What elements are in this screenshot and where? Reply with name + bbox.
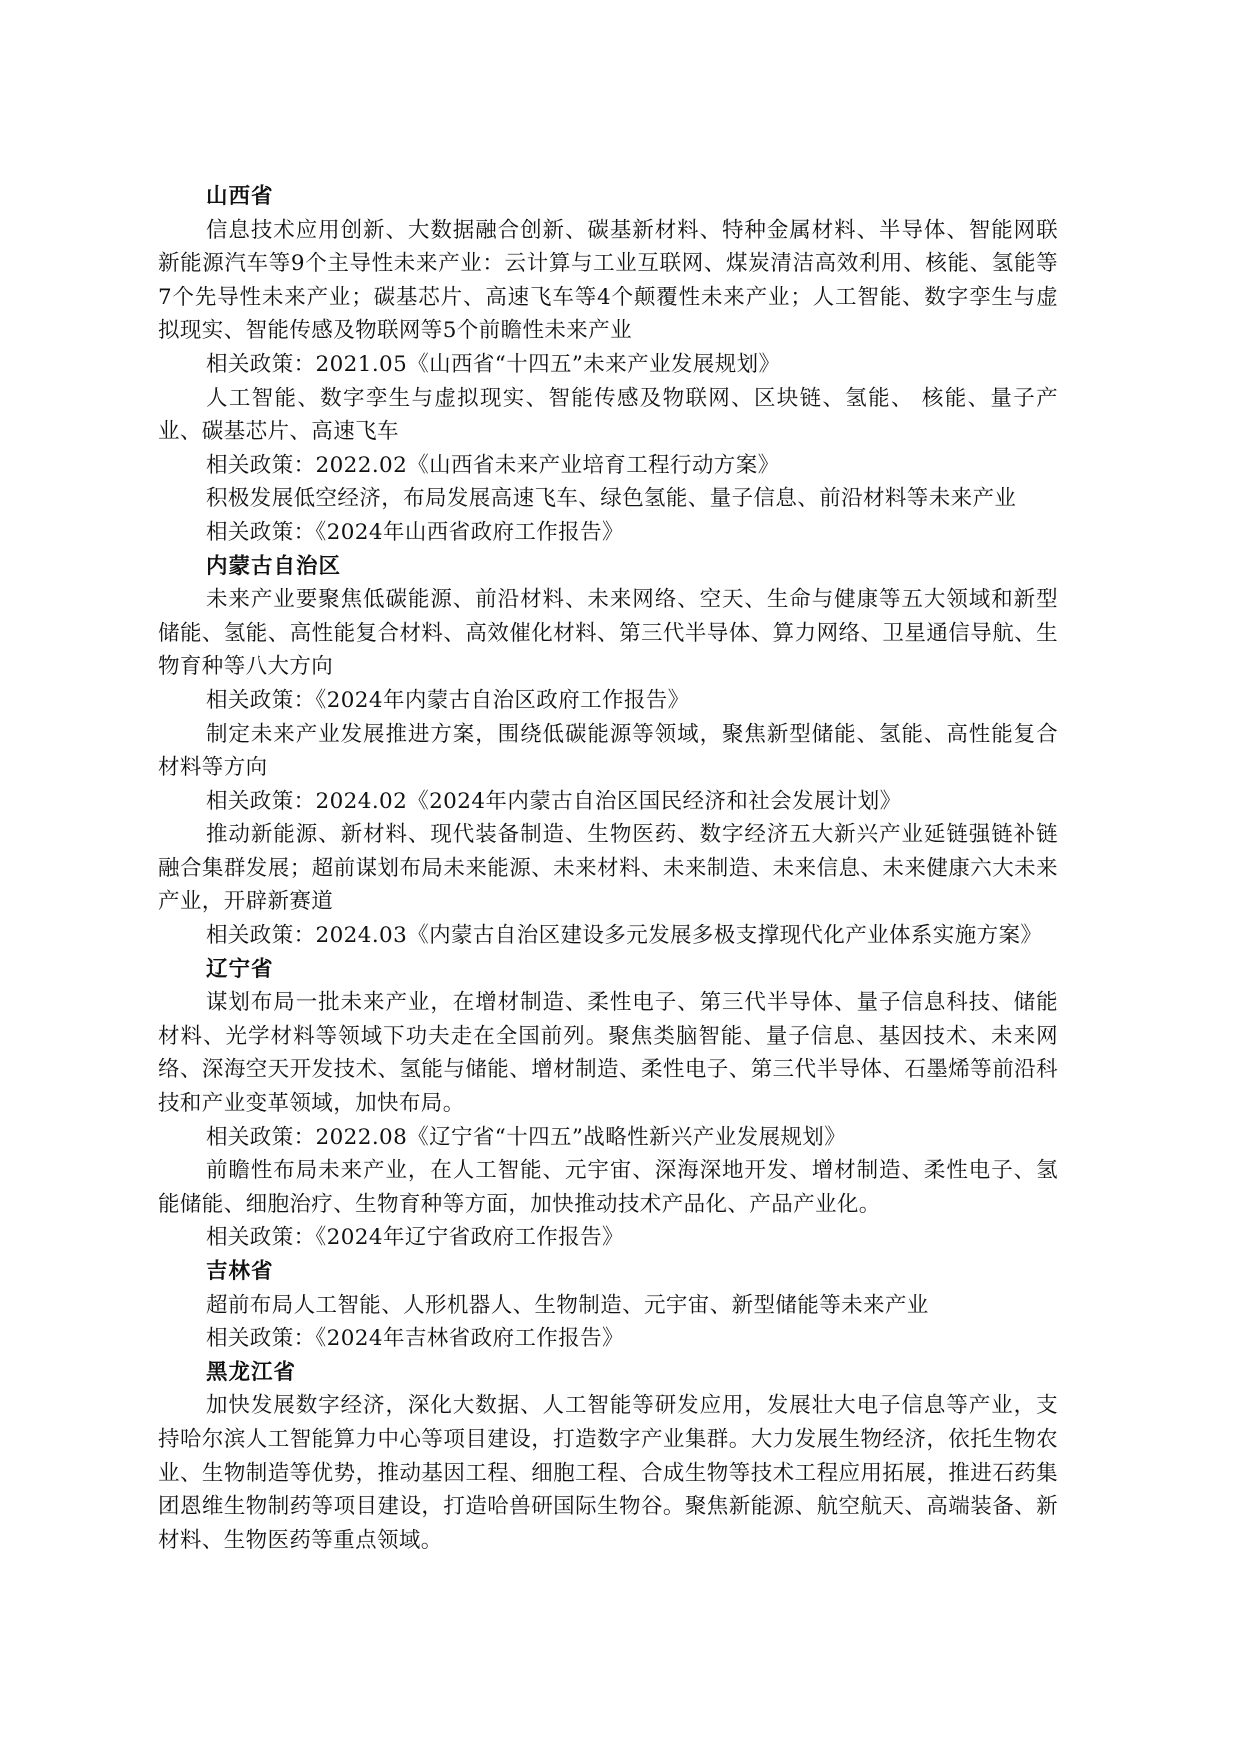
policy-line: 相关政策：《2024年吉林省政府工作报告》 bbox=[206, 1326, 624, 1352]
policy-line: 相关政策：《2024年山西省政府工作报告》 bbox=[206, 519, 624, 545]
content-paragraph: 推动新能源、新材料、现代装备制造、生物医药、数字经济五大新兴产业延链强链补链融合集群发展；超前谋划布局未来能源、未来材料、未来制造、未来信息、未来健康六大未来产业，开辟新赛道 bbox=[158, 822, 1058, 915]
content-paragraph: 制定未来产业发展推进方案，围绕低碳能源等领域，聚焦新型储能、氢能、高性能复合材料等方向 bbox=[158, 721, 1058, 781]
content-paragraph: 谋划布局一批未来产业，在增材制造、柔性电子、第三代半导体、量子信息科技、储能材料、光学材料等领域下功夫走在全国前列。聚焦类脑智能、量子信息、基因技术、未来网络、深海空天开发技术、氢能与储能、增材制造、柔性电子、第三代半导体、石墨烯等前沿科技和产业变革领域，加快布局。 bbox=[158, 990, 1058, 1117]
policy-line: 相关政策：《2024年内蒙古自治区政府工作报告》 bbox=[206, 687, 690, 713]
content-paragraph: 前瞻性布局未来产业，在人工智能、元宇宙、深海深地开发、增材制造、柔性电子、氢能储能、细胞治疗、生物育种等方面，加快推动技术产品化、产品产业化。 bbox=[158, 1158, 1058, 1217]
section-shanxi bbox=[158, 180, 1058, 550]
content-paragraph: 加快发展数字经济，深化大数据、人工智能等研发应用，发展壮大电子信息等产业，支持哈尔滨人工智能算力中心等项目建设，打造数字产业集群。大力发展生物经济，依托生物农业、生物制造等优势，推动基因工程、细胞工程、合成生物等技术工程应用拓展，推进石药集团恩维生物制药等项目建设，打造哈兽研国际生物谷。聚焦新能源、航空航天、高端装备、新材料、生物医药等重点领域。 bbox=[158, 1393, 1058, 1553]
section-heading: 内蒙古自治区 bbox=[206, 553, 342, 579]
section-heading: 黑龙江省 bbox=[206, 1359, 297, 1385]
policy-line: 相关政策：2021.05《山西省“十四五”未来产业发展规划》 bbox=[206, 351, 781, 377]
content-paragraph: 未来产业要聚焦低碳能源、前沿材料、未来网络、空天、生命与健康等五大领域和新型储能、氢能、高性能复合材料、高效催化材料、第三代半导体、算力网络、卫星通信导航、生物育种等八大方向 bbox=[158, 587, 1058, 680]
content-paragraph: 积极发展低空经济，布局发展高速飞车、绿色氢能、量子信息、前沿材料等未来产业 bbox=[206, 486, 1017, 512]
section-heading: 山西省 bbox=[206, 184, 274, 209]
policy-line: 相关政策：2024.03《内蒙古自治区建设多元发展多极支撑现代化产业体系实施方案》 bbox=[206, 923, 1043, 949]
content-paragraph: 超前布局人工智能、人形机器人、生物制造、元宇宙、新型储能等未来产业 bbox=[206, 1292, 929, 1318]
section-heilongjiang bbox=[158, 1356, 1058, 1558]
content-paragraph: 信息技术应用创新、大数据融合创新、碳基新材料、特种金属材料、半导体、智能网联新能源汽车等9个主导性未来产业：云计算与工业互联网、煤炭清洁高效利用、核能、氢能等7个先导性未来产业；碳基芯片、高速飞车等4个颠覆性未来产业；人工智能、数字孪生与虚拟现实、智能传感及物联网等5个前瞻性未来产业 bbox=[158, 217, 1058, 344]
policy-line: 相关政策：2022.08《辽宁省“十四五”战略性新兴产业发展规划》 bbox=[206, 1124, 847, 1150]
section-jilin bbox=[158, 1255, 1058, 1356]
policy-line: 相关政策：2024.02《2024年内蒙古自治区国民经济和社会发展计划》 bbox=[206, 788, 902, 814]
content-paragraph: 人工智能、数字孪生与虚拟现实、智能传感及物联网、区块链、氢能、 核能、量子产业、碳基芯片、高速飞车 bbox=[158, 385, 1058, 445]
section-liaoning bbox=[158, 953, 1058, 1255]
section-heading: 辽宁省 bbox=[206, 956, 274, 982]
policy-line: 相关政策：《2024年辽宁省政府工作报告》 bbox=[206, 1225, 624, 1251]
document-page bbox=[158, 180, 1058, 1557]
section-heading: 吉林省 bbox=[206, 1259, 274, 1284]
section-inner-mongolia bbox=[158, 550, 1058, 953]
policy-line: 相关政策：2022.02《山西省未来产业培育工程行动方案》 bbox=[206, 452, 780, 478]
